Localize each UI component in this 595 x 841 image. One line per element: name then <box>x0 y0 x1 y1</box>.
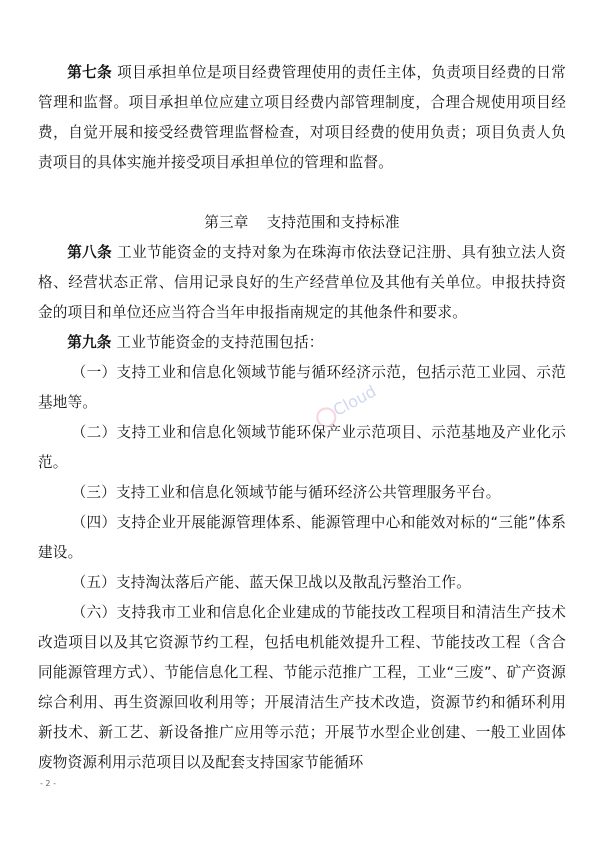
article-9-body: 工业节能资金的支持范围包括： <box>116 334 324 351</box>
article-7-block <box>38 58 566 178</box>
watermark-text: Cloud <box>330 381 380 420</box>
article-9-item-1: （一）支持工业和信息化领域节能与循环经济示范，包括示范工业园、示范基地等。 <box>38 364 566 411</box>
article-9-paragraph <box>38 328 566 358</box>
chapter-3-title: 支持范围和支持标准 <box>266 214 400 231</box>
chapter-3-number: 第三章 <box>204 214 249 231</box>
article-9-item-5: （五）支持淘汰落后产能、蓝天保卫战以及散乱污整治工作。 <box>71 574 472 591</box>
chapter-3-heading <box>38 198 566 238</box>
article-8-title: 第八条 <box>67 244 113 261</box>
article-9-item-4: （四）支持企业开展能源管理体系、能源管理中心和能效对标的“三能”体系建设。 <box>38 514 566 561</box>
article-8-paragraph <box>38 238 566 328</box>
article-8-body: 工业节能资金的支持对象为在珠海市依法登记注册、具有独立法人资格、经营状态正常、信用记录良好的生产经营单位及其他有关单位。申报扶持资金的项目和单位还应当符合当年申报指南规定的其他条件和要求。 <box>38 244 566 321</box>
article-9-item-3: （三）支持工业和信息化领域节能与循环经济公共管理服务平台。 <box>71 484 501 501</box>
page-number: - 2 - <box>40 779 56 788</box>
article-7-paragraph <box>38 58 566 178</box>
article-7-title: 第七条 <box>67 64 113 81</box>
article-9-item-2: （二）支持工业和信息化领域节能环保产业示范项目、示范基地及产业化示范。 <box>38 424 566 471</box>
article-9-title: 第九条 <box>67 334 112 351</box>
article-9-item-6: （六）支持我市工业和信息化企业建成的节能技改工程项目和清洁生产技术改造项目以及其它资源节约工程，包括电机能效提升工程、节能技改工程（含合同能源管理方式）、节能信息化工程、节能示范推广工程，工业“三废”、矿产资源综合利用、再生资源回收利用等；开展清洁生产技术改造，资源节约和循环利用新技术、新工艺、新设备推广应用等示范；开展节水型企业创建、一般工业固体废物资源利用示范项目以及配套支持国家节能循环 <box>38 604 566 771</box>
article-7-body: 项目承担单位是项目经费管理使用的责任主体，负责项目经费的日常管理和监督。项目承担单位应建立项目经费内部管理制度，合理合规使用项目经费，自觉开展和接受经费管理监督检查，对项目经费的使用负责；项目负责人负责项目的具体实施并接受项目承担单位的管理和监督。 <box>38 64 566 171</box>
chapter-3-and-articles <box>38 198 566 778</box>
